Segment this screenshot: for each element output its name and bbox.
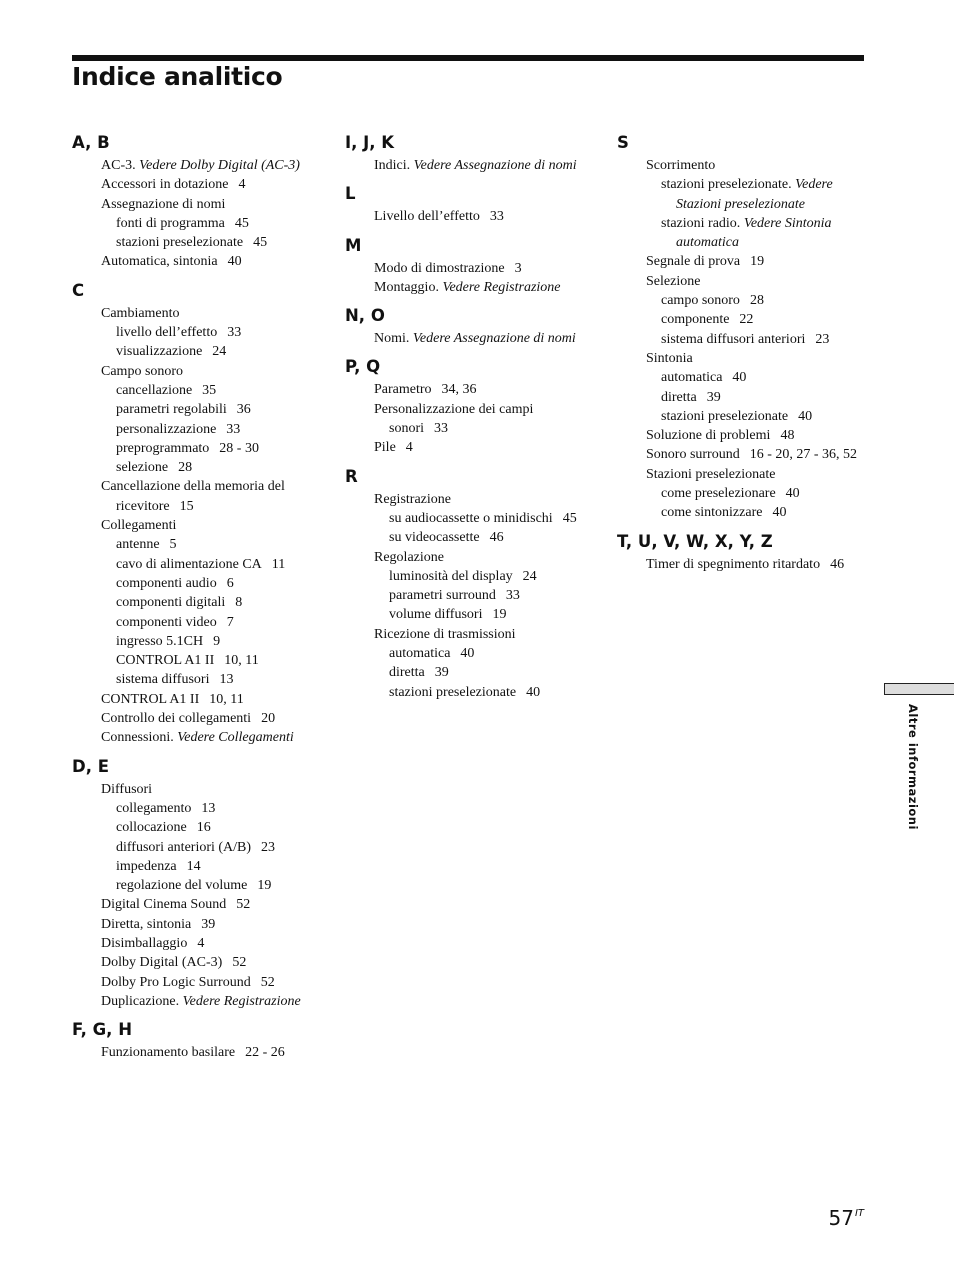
page-reference: 45 bbox=[253, 235, 268, 251]
page-reference: 8 bbox=[235, 595, 243, 611]
entry-term: Controllo dei collegamenti bbox=[101, 711, 252, 727]
index-column-2 bbox=[345, 133, 595, 711]
index-subentry bbox=[389, 509, 595, 528]
entry-term: stazioni preselezionate bbox=[389, 684, 517, 700]
index-entry bbox=[101, 953, 322, 972]
see-reference: Vedere Stazioni preselezionate bbox=[676, 177, 833, 212]
page-reference: 24 bbox=[522, 568, 537, 584]
entry-term: Selezione bbox=[646, 273, 701, 289]
index-entry bbox=[101, 934, 322, 953]
index-subentry bbox=[116, 670, 322, 689]
entry-term: automatica bbox=[389, 646, 451, 662]
entry-term: Automatica, sintonia bbox=[101, 254, 218, 270]
page-reference: 11 bbox=[271, 556, 286, 572]
index-subentry bbox=[389, 663, 595, 682]
section-letter-heading: R bbox=[345, 466, 358, 486]
page-reference: 23 bbox=[815, 331, 830, 347]
page-reference: 4 bbox=[405, 440, 413, 456]
index-entry bbox=[646, 465, 872, 484]
entry-term: sistema diffusori anteriori bbox=[661, 331, 806, 347]
entry-term: Disimballaggio bbox=[101, 935, 188, 951]
entry-term: Registrazione bbox=[374, 491, 451, 507]
index-subentry bbox=[389, 567, 595, 586]
page-reference: 46 bbox=[830, 556, 845, 572]
page-reference: 35 bbox=[202, 382, 217, 398]
index-entry bbox=[101, 728, 322, 747]
page-reference: 10, 11 bbox=[209, 691, 244, 707]
section-letter-heading: D, E bbox=[72, 756, 109, 776]
entry-term: Personalizzazione dei campi sonori bbox=[374, 401, 534, 437]
index-entry bbox=[101, 304, 322, 323]
page-reference: 4 bbox=[197, 935, 205, 951]
index-subentry bbox=[661, 291, 872, 310]
page-number bbox=[828, 1206, 864, 1230]
page-reference: 3 bbox=[514, 260, 522, 276]
page-reference: 45 bbox=[562, 510, 577, 526]
index-section bbox=[345, 236, 595, 298]
page-reference: 16 - 20, 27 - 36, 52 bbox=[749, 447, 858, 463]
see-reference: Vedere Registrazione bbox=[442, 279, 561, 295]
index-subentry bbox=[661, 388, 872, 407]
index-column-3 bbox=[617, 133, 872, 583]
index-subentry bbox=[116, 613, 322, 632]
entry-term: impedenza bbox=[116, 858, 177, 874]
index-entry bbox=[374, 380, 595, 399]
page-reference: 13 bbox=[201, 800, 216, 816]
page-reference: 46 bbox=[489, 530, 504, 546]
index-entry bbox=[374, 625, 595, 644]
entry-term: Digital Cinema Sound bbox=[101, 897, 227, 913]
entry-term: stazioni radio. bbox=[661, 215, 741, 231]
entry-term: come sintonizzare bbox=[661, 505, 763, 521]
page-reference: 33 bbox=[489, 209, 504, 225]
index-section bbox=[345, 357, 595, 457]
index-subentry bbox=[116, 342, 322, 361]
section-letter-heading: M bbox=[345, 235, 362, 255]
page-reference: 20 bbox=[261, 711, 276, 727]
entry-term: Modo di dimostrazione bbox=[374, 260, 505, 276]
index-subentry bbox=[661, 407, 872, 426]
page-reference: 9 bbox=[213, 633, 221, 649]
index-section bbox=[345, 306, 595, 348]
page-reference: 19 bbox=[750, 254, 765, 270]
index-entry bbox=[374, 259, 595, 278]
index-section bbox=[72, 757, 322, 1012]
entry-term: cavo di alimentazione CA bbox=[116, 556, 262, 572]
index-entry bbox=[101, 477, 322, 516]
index-subentry bbox=[661, 175, 872, 214]
index-entry bbox=[101, 690, 322, 709]
entry-term: diretta bbox=[389, 665, 425, 681]
entry-term: volume diffusori bbox=[389, 607, 483, 623]
entry-term: su audiocassette o minidischi bbox=[389, 510, 553, 526]
entry-term: parametri regolabili bbox=[116, 402, 227, 418]
page-reference: 34, 36 bbox=[441, 382, 477, 398]
entry-term: ingresso 5.1CH bbox=[116, 633, 204, 649]
index-subentry bbox=[116, 651, 322, 670]
entry-term: Regolazione bbox=[374, 549, 444, 565]
index-subentry bbox=[116, 439, 322, 458]
page-reference: 19 bbox=[492, 607, 507, 623]
page-reference: 33 bbox=[227, 325, 242, 341]
entry-term: stazioni preselezionate bbox=[116, 235, 244, 251]
entry-term: diretta bbox=[661, 389, 697, 405]
page-reference: 19 bbox=[257, 878, 272, 894]
index-entry bbox=[101, 195, 322, 214]
entry-term: Segnale di prova bbox=[646, 254, 741, 270]
see-reference: Vedere Assegnazione di nomi bbox=[413, 158, 577, 173]
index-subentry bbox=[116, 323, 322, 342]
index-entry bbox=[646, 252, 872, 271]
section-letter-heading: S bbox=[617, 133, 629, 152]
page-reference: 22 bbox=[739, 312, 754, 328]
entry-term: Sonoro surround bbox=[646, 447, 740, 463]
index-section bbox=[345, 133, 595, 175]
page-reference: 52 bbox=[236, 897, 251, 913]
entry-term: Ricezione di trasmissioni bbox=[374, 626, 516, 642]
index-entry bbox=[374, 207, 595, 226]
index-entry bbox=[101, 895, 322, 914]
page-reference: 23 bbox=[261, 839, 276, 855]
page-reference: 6 bbox=[226, 575, 234, 591]
page-reference: 16 bbox=[196, 820, 211, 836]
page-reference: 39 bbox=[434, 665, 449, 681]
index-subentry bbox=[116, 214, 322, 233]
page-reference: 39 bbox=[201, 916, 216, 932]
index-subentry bbox=[116, 876, 322, 895]
page-reference: 28 - 30 bbox=[219, 440, 259, 456]
index-subentry bbox=[116, 799, 322, 818]
entry-term: come preselezionare bbox=[661, 486, 776, 502]
section-letter-heading: A, B bbox=[72, 133, 110, 152]
index-entry bbox=[374, 548, 595, 567]
index-subentry bbox=[661, 484, 872, 503]
page-reference: 36 bbox=[236, 402, 251, 418]
entry-term: antenne bbox=[116, 537, 160, 553]
page-title: Indice analitico bbox=[72, 62, 283, 91]
entry-term: livello dell’effetto bbox=[116, 325, 218, 341]
see-reference: Vedere Assegnazione di nomi bbox=[412, 331, 576, 347]
index-subentry bbox=[116, 574, 322, 593]
entry-term: stazioni preselezionate bbox=[661, 408, 789, 424]
entry-term: Campo sonoro bbox=[101, 363, 184, 379]
entry-term: collegamento bbox=[116, 800, 192, 816]
entry-term: CONTROL A1 II bbox=[101, 691, 200, 707]
page-reference: 48 bbox=[780, 428, 795, 444]
entry-term: Collegamenti bbox=[101, 518, 177, 534]
page-reference: 52 bbox=[232, 955, 247, 971]
page-reference: 28 bbox=[178, 460, 193, 476]
index-subentry bbox=[116, 838, 322, 857]
index-subentry bbox=[116, 458, 322, 477]
index-entry bbox=[374, 438, 595, 457]
index-subentry bbox=[389, 644, 595, 663]
side-tab-marker bbox=[884, 683, 954, 695]
see-reference: Vedere Registrazione bbox=[182, 993, 301, 1009]
entry-term: personalizzazione bbox=[116, 421, 217, 437]
index-entry bbox=[646, 156, 872, 175]
index-section bbox=[345, 184, 595, 226]
index-section bbox=[345, 467, 595, 702]
index-subentry bbox=[389, 605, 595, 624]
index-subentry bbox=[389, 528, 595, 547]
section-letter-heading: F, G, H bbox=[72, 1020, 132, 1040]
index-entry bbox=[646, 349, 872, 368]
page-reference: 40 bbox=[460, 646, 475, 662]
index-subentry bbox=[116, 593, 322, 612]
index-entry bbox=[101, 175, 322, 194]
page-reference: 24 bbox=[212, 344, 227, 360]
entry-term: Stazioni preselezionate bbox=[646, 466, 776, 482]
entry-term: Dolby Digital (AC-3) bbox=[101, 955, 223, 971]
entry-term: automatica bbox=[661, 370, 723, 386]
index-subentry bbox=[661, 330, 872, 349]
index-entry bbox=[101, 156, 322, 175]
entry-term: Diretta, sintonia bbox=[101, 916, 192, 932]
index-entry bbox=[101, 709, 322, 728]
entry-term: fonti di programma bbox=[116, 215, 225, 231]
index-entry bbox=[101, 1043, 322, 1062]
section-letter-heading: C bbox=[72, 280, 85, 300]
entry-term: visualizzazione bbox=[116, 344, 203, 360]
index-subentry bbox=[116, 381, 322, 400]
entry-term: Sintonia bbox=[646, 350, 693, 366]
entry-term: parametri surround bbox=[389, 588, 496, 604]
entry-term: Pile bbox=[374, 440, 396, 456]
entry-term: diffusori anteriori (A/B) bbox=[116, 839, 252, 855]
index-section bbox=[72, 1020, 322, 1062]
entry-term: Montaggio. bbox=[374, 279, 439, 295]
page-reference: 5 bbox=[169, 537, 177, 553]
top-rule bbox=[72, 55, 864, 61]
entry-term: Timer di spegnimento ritardato bbox=[646, 556, 821, 572]
index-entry bbox=[374, 400, 595, 439]
index-subentry bbox=[389, 586, 595, 605]
index-subentry bbox=[116, 555, 322, 574]
page-reference: 40 bbox=[227, 254, 242, 270]
section-letter-heading: L bbox=[345, 184, 356, 204]
side-tab-label: Altre informazioni bbox=[906, 704, 920, 830]
entry-term: AC-3. bbox=[101, 158, 136, 173]
index-section bbox=[72, 133, 322, 272]
index-subentry bbox=[116, 420, 322, 439]
section-letter-heading: I, J, K bbox=[345, 133, 395, 152]
page-reference: 39 bbox=[706, 389, 721, 405]
index-entry bbox=[646, 555, 872, 574]
entry-term: Duplicazione. bbox=[101, 993, 180, 1009]
index-entry bbox=[374, 278, 595, 297]
index-entry bbox=[101, 362, 322, 381]
entry-term: regolazione del volume bbox=[116, 878, 248, 894]
page-number-value: 57 bbox=[828, 1206, 854, 1230]
index-subentry bbox=[389, 683, 595, 702]
index-entry bbox=[374, 490, 595, 509]
see-reference: Vedere Collegamenti bbox=[177, 730, 294, 746]
entry-term: Dolby Pro Logic Surround bbox=[101, 974, 251, 990]
entry-term: selezione bbox=[116, 460, 169, 476]
page-reference: 40 bbox=[732, 370, 747, 386]
entry-term: componenti video bbox=[116, 614, 217, 630]
entry-term: Cancellazione della memoria del ricevitore bbox=[101, 479, 285, 514]
entry-term: su videocassette bbox=[389, 530, 480, 546]
index-subentry bbox=[116, 400, 322, 419]
index-entry bbox=[101, 992, 322, 1011]
page-reference: 40 bbox=[798, 408, 813, 424]
entry-term: Nomi. bbox=[374, 331, 410, 347]
entry-term: Livello dell’effetto bbox=[374, 209, 480, 225]
index-section bbox=[617, 133, 872, 523]
entry-term: Funzionamento basilare bbox=[101, 1045, 236, 1061]
index-entry bbox=[374, 156, 595, 175]
page-reference: 40 bbox=[526, 684, 541, 700]
see-reference: Vedere Sintonia automatica bbox=[676, 215, 832, 251]
entry-term: Scorrimento bbox=[646, 158, 716, 173]
index-entry bbox=[101, 252, 322, 271]
index-entry bbox=[646, 426, 872, 445]
index-subentry bbox=[116, 535, 322, 554]
page-reference: 15 bbox=[179, 498, 194, 514]
index-entry bbox=[646, 445, 872, 464]
index-entry bbox=[101, 780, 322, 799]
section-letter-heading: T, U, V, W, X, Y, Z bbox=[617, 531, 773, 551]
index-subentry bbox=[661, 503, 872, 522]
entry-term: Cambiamento bbox=[101, 305, 180, 321]
entry-term: componenti digitali bbox=[116, 595, 226, 611]
index-subentry bbox=[116, 233, 322, 252]
entry-term: collocazione bbox=[116, 820, 187, 836]
entry-term: Assegnazione di nomi bbox=[101, 196, 226, 212]
index-subentry bbox=[116, 857, 322, 876]
page-reference: 33 bbox=[505, 588, 520, 604]
page-reference: 45 bbox=[234, 215, 249, 231]
entry-term: componente bbox=[661, 312, 730, 328]
index-column-1 bbox=[72, 133, 322, 1071]
page-reference: 10, 11 bbox=[224, 653, 259, 669]
page-reference: 40 bbox=[785, 486, 800, 502]
section-letter-heading: N, O bbox=[345, 306, 385, 326]
entry-term: Soluzione di problemi bbox=[646, 428, 771, 444]
index-subentry bbox=[116, 818, 322, 837]
entry-term: Parametro bbox=[374, 382, 432, 398]
page-reference: 52 bbox=[260, 974, 275, 990]
page-number-suffix: IT bbox=[854, 1208, 864, 1219]
entry-term: preprogrammato bbox=[116, 440, 210, 456]
section-letter-heading: P, Q bbox=[345, 357, 381, 377]
index-subentry bbox=[116, 632, 322, 651]
entry-term: CONTROL A1 II bbox=[116, 653, 215, 669]
entry-term: Connessioni. bbox=[101, 730, 174, 746]
entry-term: stazioni preselezionate. bbox=[661, 177, 792, 193]
entry-term: campo sonoro bbox=[661, 293, 740, 309]
entry-term: cancellazione bbox=[116, 382, 193, 398]
index-section bbox=[72, 281, 322, 748]
page-reference: 14 bbox=[186, 858, 201, 874]
index-subentry bbox=[661, 368, 872, 387]
entry-term: componenti audio bbox=[116, 575, 217, 591]
index-subentry bbox=[661, 310, 872, 329]
entry-term: sistema diffusori bbox=[116, 672, 210, 688]
page-reference: 7 bbox=[226, 614, 234, 630]
page-reference: 33 bbox=[434, 421, 448, 437]
see-reference: Vedere Dolby Digital (AC-3) bbox=[139, 158, 300, 173]
entry-term: luminosità del display bbox=[389, 568, 513, 584]
page-reference: 28 bbox=[749, 293, 764, 309]
page-reference: 22 - 26 bbox=[245, 1045, 285, 1061]
index-entry bbox=[101, 973, 322, 992]
index-entry bbox=[646, 272, 872, 291]
page-reference: 4 bbox=[238, 177, 246, 193]
page-reference: 33 bbox=[226, 421, 241, 437]
index-subentry bbox=[661, 214, 872, 253]
entry-term: Indici. bbox=[374, 158, 411, 173]
index-entry bbox=[374, 329, 595, 348]
index-entry bbox=[101, 516, 322, 535]
page-reference: 13 bbox=[219, 672, 234, 688]
page-reference: 40 bbox=[772, 505, 787, 521]
index-section bbox=[617, 532, 872, 574]
entry-term: Accessori in dotazione bbox=[101, 177, 229, 193]
entry-term: Diffusori bbox=[101, 781, 153, 797]
index-entry bbox=[101, 915, 322, 934]
